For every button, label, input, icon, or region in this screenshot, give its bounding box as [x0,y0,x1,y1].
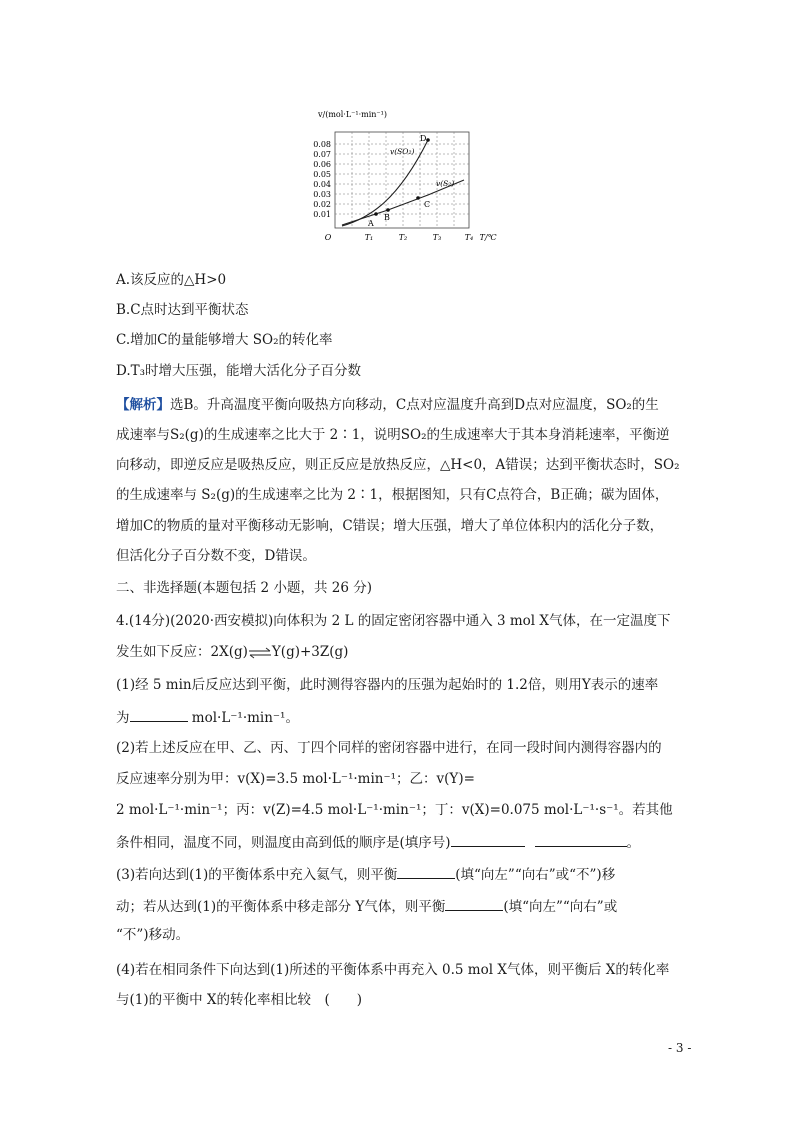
answer-blank-3[interactable] [535,832,627,847]
q4-part4-line-1: (4)若在相同条件下向达到(1)所述的平衡体系中再充入 0.5 mol X气体，则平衡后 X的转化率 [116,962,670,978]
point-label: D [420,134,427,143]
point-label: C [424,200,431,209]
q4-part2-line-4 [116,832,640,852]
so2-curve-label: v(SO₂) [390,147,415,156]
q4-part3-prompt-1: (3)若向达到(1)的平衡体系中充入氦气，则平衡 [116,867,398,883]
section-heading: 二、非选择题(本题包括 2 小题，共 26 分) [116,580,372,596]
q4-part3-line-3: “不”)移动。 [116,927,190,943]
q4-part2-line-3: 2 mol·L⁻¹·min⁻¹；丙：v(Z)=4.5 mol·L⁻¹·min⁻¹；丁：v(X)=0.075 mol·L⁻¹·s⁻¹。若其他 [116,802,673,818]
x-tick: T₃ [432,233,442,242]
y-tick: 0.05 [313,170,331,179]
analysis-text: 选B。升高温度平衡向吸热方向移动，C点对应温度升高到D点对应温度，SO₂的生 [170,397,659,413]
answer-blank-1[interactable] [130,707,188,722]
s2-curve-label: v(S₂) [436,179,455,188]
q4-part2-prompt: 条件相同，温度不同，则温度由高到低的顺序是(填序号) [116,835,451,851]
q4-part3-hint-2: (填“向左”“向右”或 [503,899,618,915]
point-d [426,138,430,142]
x-tick: T₁ [364,233,374,242]
x-axis-label: T/℃ [479,233,497,242]
y-tick-labels [313,140,331,219]
page-number: - 3 - [668,1041,692,1055]
q4-line-1: 4.(14分)(2020·西安模拟)向体积为 2 L 的固定密闭容器中通入 3 mol X气体，在一定温度下 [116,613,671,629]
point-a [374,212,378,216]
q4-part3-line-1 [116,864,615,884]
q4-part1-line-2 [116,707,299,727]
analysis-line-3: 向移动，即逆反应是吸热反应，则正反应是放热反应，△H<0，A错误；达到平衡状态时，SO₂ [116,457,680,473]
equilibrium-arrow-icon [248,647,272,659]
y-axis-label: v/(mol·L⁻¹·min⁻¹) [318,110,387,119]
analysis-tag: 【解析】 [116,397,170,413]
origin-label: O [324,233,332,242]
q4-part1-unit: mol·L⁻¹·min⁻¹。 [187,710,299,726]
y-tick: 0.02 [313,200,331,209]
analysis-line-1 [116,396,659,414]
q4-part2-line-2: 反应速率分别为甲：v(X)=3.5 mol·L⁻¹·min⁻¹；乙：v(Y)= [116,771,475,787]
y-tick: 0.06 [313,160,331,169]
answer-blank-4[interactable] [397,864,455,879]
point-label: B [384,213,390,222]
q4-part3-prompt-2: 动；若从达到(1)的平衡体系中移走部分 Y气体，则平衡 [116,899,446,915]
analysis-line-2: 成速率与S₂(g)的生成速率之比大于 2∶1，说明SO₂的生成速率大于其本身消耗速率，平衡逆 [116,427,670,443]
point-b [386,208,390,212]
q4-line-2 [116,643,348,661]
point-c [416,196,420,200]
q4-part3-line-2 [116,896,617,916]
analysis-line-6: 但活化分子百分数不变，D错误。 [116,548,316,564]
y-tick: 0.03 [313,190,331,199]
x-tick-labels [325,233,498,242]
q4-part1-prefix: 为 [116,710,130,726]
y-tick: 0.07 [313,150,331,159]
q4-part2-line-1: (2)若上述反应在甲、乙、丙、丁四个同样的密闭容器中进行，在同一段时间内测得容器内的 [116,740,662,756]
x-tick: T₄ [464,233,474,242]
curve-labels [390,147,454,188]
q4-part2-end: 。 [626,835,641,851]
q4-part3-hint-1: (填“向左”“向右”或“不”)移 [455,867,616,883]
q4-part4-line-2: 与(1)的平衡中 X的转化率相比较 ( ) [116,992,363,1008]
q4-part1-line-1: (1)经 5 min后反应达到平衡，此时测得容器内的压强为起始时的 1.2倍，则用Y表示的速率 [116,677,659,693]
y-tick: 0.01 [313,210,331,219]
rate-temperature-figure [290,108,505,248]
analysis-line-5: 增加C的物质的量对平衡移动无影响，C错误；增大压强，增大了单位体积内的活化分子数， [116,518,664,534]
y-tick: 0.04 [313,180,331,189]
q4-reaction-left: 发生如下反应：2X(g) [116,644,248,660]
x-tick: T₂ [398,233,408,242]
option-a: A.该反应的△H>0 [116,272,227,288]
option-c: C.增加C的量能够增大 SO₂的转化率 [116,332,333,348]
option-d: D.T₃时增大压强，能增大活化分子百分数 [116,363,362,379]
answer-blank-5[interactable] [445,896,503,911]
q4-reaction-right: Y(g)+3Z(g) [271,644,349,660]
answer-blank-2[interactable] [451,832,525,847]
option-b: B.C点时达到平衡状态 [116,302,249,318]
analysis-line-4: 的生成速率与 S₂(g)的生成速率之比为 2∶1，根据图知，只有C点符合，B正确；碳为固体， [116,487,669,503]
point-label: A [368,219,374,228]
y-tick: 0.08 [313,140,331,149]
